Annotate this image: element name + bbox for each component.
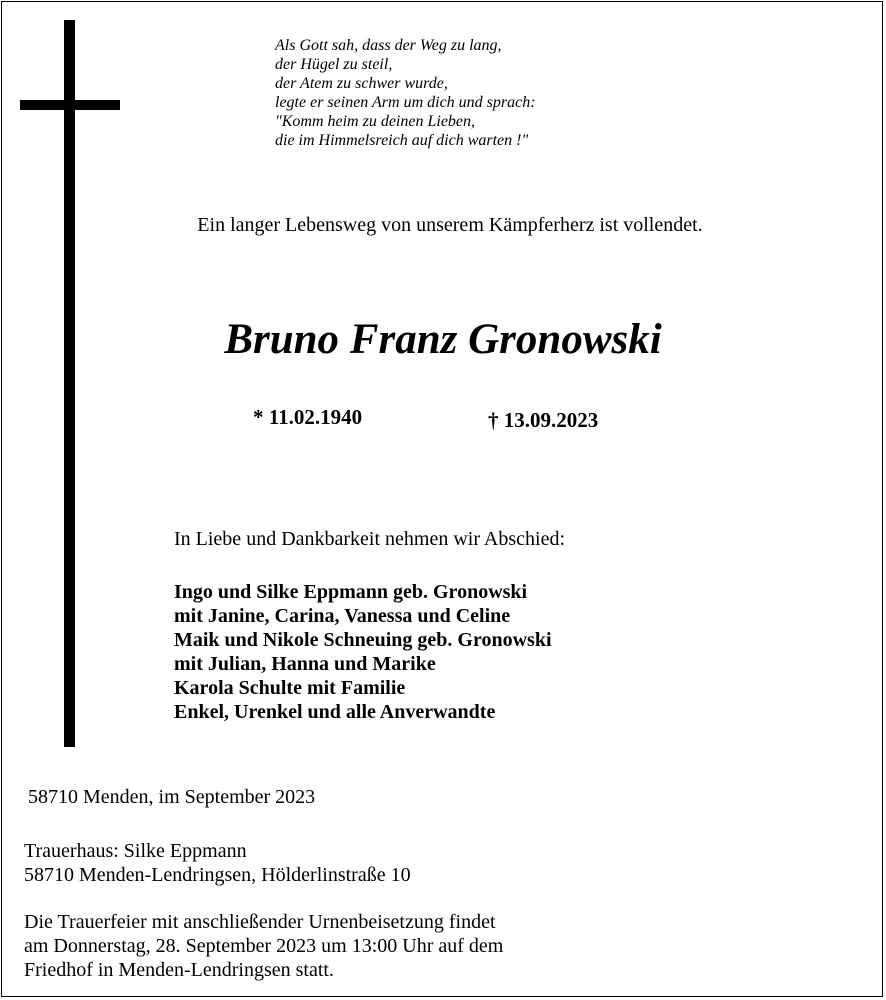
ceremony-notice: [24, 910, 503, 982]
mourner-line: Ingo und Silke Eppmann geb. Gronowski: [174, 581, 528, 603]
poem-line: legte er seinen Arm um dich und sprach:: [275, 94, 536, 111]
poem: [275, 36, 536, 150]
ceremony-line: Die Trauerfeier mit anschließender Urnenbeisetzung findet: [24, 911, 496, 933]
ceremony-line: Friedhof in Menden-Lendringsen statt.: [24, 959, 334, 981]
poem-line: "Komm heim zu deinen Lieben,: [275, 113, 476, 130]
death-date: † 13.09.2023: [488, 408, 599, 432]
place-date: 58710 Menden, im September 2023: [28, 786, 316, 808]
mourner-line: Karola Schulte mit Familie: [174, 677, 406, 699]
mourner-line: mit Janine, Carina, Vanessa und Celine: [174, 605, 511, 627]
mourners-list: [174, 580, 552, 724]
cross-horizontal-bar: [20, 100, 120, 110]
deceased-name: Bruno Franz Gronowski: [224, 316, 662, 363]
mourning-house-address: 58710 Menden-Lendringsen, Hölderlinstraße 10: [24, 864, 411, 886]
farewell-line: In Liebe und Dankbarkeit nehmen wir Abschied:: [174, 528, 565, 550]
birth-date: * 11.02.1940: [253, 405, 363, 429]
poem-line: der Atem zu schwer wurde,: [275, 75, 448, 92]
poem-line: Als Gott sah, dass der Weg zu lang,: [275, 37, 502, 54]
ceremony-line: am Donnerstag, 28. September 2023 um 13:00 Uhr auf dem: [24, 935, 504, 957]
mourning-house-name: Trauerhaus: Silke Eppmann: [24, 840, 247, 862]
mourner-line: Enkel, Urenkel und alle Anverwandte: [174, 701, 496, 723]
intro-sentence: Ein langer Lebensweg von unserem Kämpferherz ist vollendet.: [197, 214, 703, 236]
poem-line: der Hügel zu steil,: [275, 56, 393, 73]
cross-vertical-bar: [64, 20, 75, 747]
mourner-line: mit Julian, Hanna und Marike: [174, 653, 436, 675]
mourner-line: Maik und Nikole Schneuing geb. Gronowski: [174, 629, 552, 651]
mourning-house: [24, 839, 411, 887]
poem-line: die im Himmelsreich auf dich warten !": [275, 132, 529, 149]
